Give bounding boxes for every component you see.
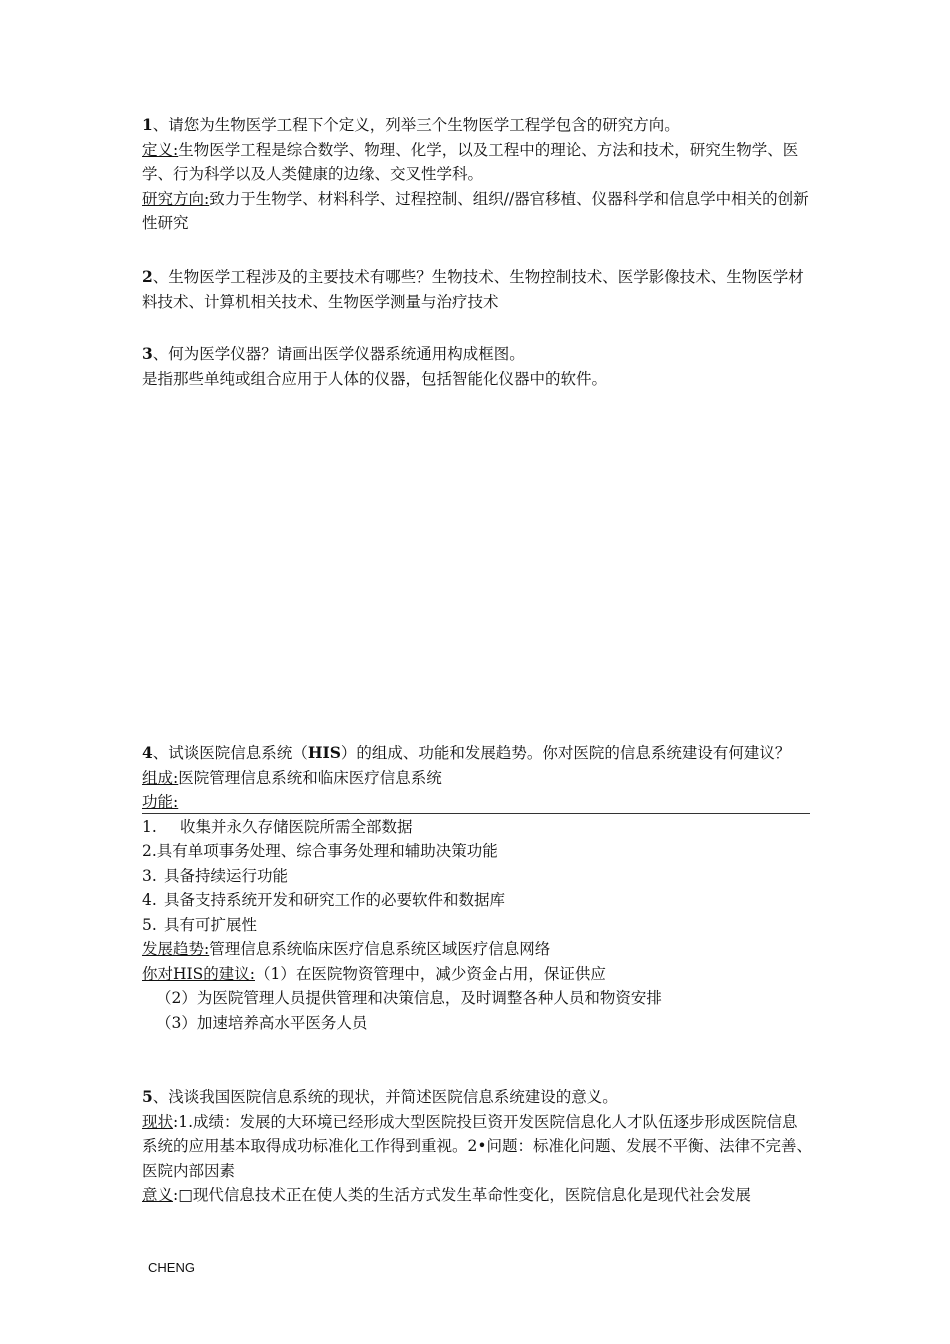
advice-item: （2）为医院管理人员提供管理和决策信息，及时调整各种人员和物资安排 xyxy=(156,989,662,1007)
function-label: 功能: xyxy=(142,793,179,811)
status-paragraph: 现状:1.成绩：发展的大环境已经形成大型医院投巨资开发医院信息化人才队伍逐步形成医院信息系统的应用基本取得成功标准化工作得到重视。2•问题：标准化问题、发展不平衡、法律不完善、医院内部因素 xyxy=(142,1112,813,1180)
definition-label: 定义: xyxy=(142,140,179,159)
meaning-paragraph: 意义:□现代信息技术正在使人类的生活方式发生革命性变化，医院信息化是现代社会发展 xyxy=(142,1186,751,1204)
question-1-block xyxy=(142,113,812,236)
question-3-answer: 是指那些单纯或组合应用于人体的仪器，包括智能化仪器中的软件。 xyxy=(142,369,608,388)
composition-line: 组成:医院管理信息系统和临床医疗信息系统 xyxy=(142,768,442,787)
function-item: 1. 收集并永久存储医院所需全部数据 xyxy=(142,817,413,836)
question-5-block xyxy=(142,1085,812,1208)
advice-item: （3）加速培养高水平医务人员 xyxy=(156,1013,368,1032)
question-3: 3、何为医学仪器？请画出医学仪器系统通用构成框图。 xyxy=(142,344,525,363)
meaning-label: 意义 xyxy=(142,1186,174,1204)
function-item: 5. 具有可扩展性 xyxy=(142,915,258,934)
footer-text: CHENG xyxy=(148,1260,195,1275)
horizontal-rule xyxy=(142,813,810,814)
question-1: 1、请您为生物医学工程下个定义，列举三个生物医学工程学包含的研究方向。 xyxy=(142,115,680,134)
function-item: 3. 具备持续运行功能 xyxy=(142,866,289,885)
advice-label: 你对HIS的建议: xyxy=(142,964,255,983)
function-item: 2.具有单项事务处理、综合事务处理和辅助决策功能 xyxy=(142,842,498,860)
question-3-block xyxy=(142,342,812,391)
question-2-block xyxy=(142,265,812,314)
directions-label: 研究方向: xyxy=(142,189,210,208)
function-heading xyxy=(142,790,812,815)
question-4: 4、试谈医院信息系统（HIS）的组成、功能和发展趋势。你对医院的信息系统建设有何建议？ xyxy=(142,743,791,762)
question-1-definition: 定义:生物医学工程是综合数学、物理、化学，以及工程中的理论、方法和技术，研究生物学、医学、行为科学以及人类健康的边缘、交叉性学科。 xyxy=(142,140,799,183)
question-1-directions: 研究方向:致力于生物学、材料科学、过程控制、组织//器官移植、仪器科学和信息学中相关的创新性研究 xyxy=(142,189,809,232)
trend-line: 发展趋势:管理信息系统临床医疗信息系统区域医疗信息网络 xyxy=(142,940,551,958)
question-2: 2、生物医学工程涉及的主要技术有哪些？生物技术、生物控制技术、医学影像技术、生物医学材料技术、计算机相关技术、生物医学测量与治疗技术 xyxy=(142,267,804,311)
composition-label: 组成: xyxy=(142,768,179,787)
question-5: 5、浅谈我国医院信息系统的现状，并简述医院信息系统建设的意义。 xyxy=(142,1087,618,1106)
trend-label: 发展趋势: xyxy=(142,940,210,958)
question-4-block xyxy=(142,741,812,1035)
function-item: 4. 具备支持系统开发和研究工作的必要软件和数据库 xyxy=(142,891,506,909)
status-label: 现状 xyxy=(142,1112,174,1131)
advice-line: 你对HIS的建议:（1）在医院物资管理中，减少资金占用，保证供应 xyxy=(142,964,606,983)
